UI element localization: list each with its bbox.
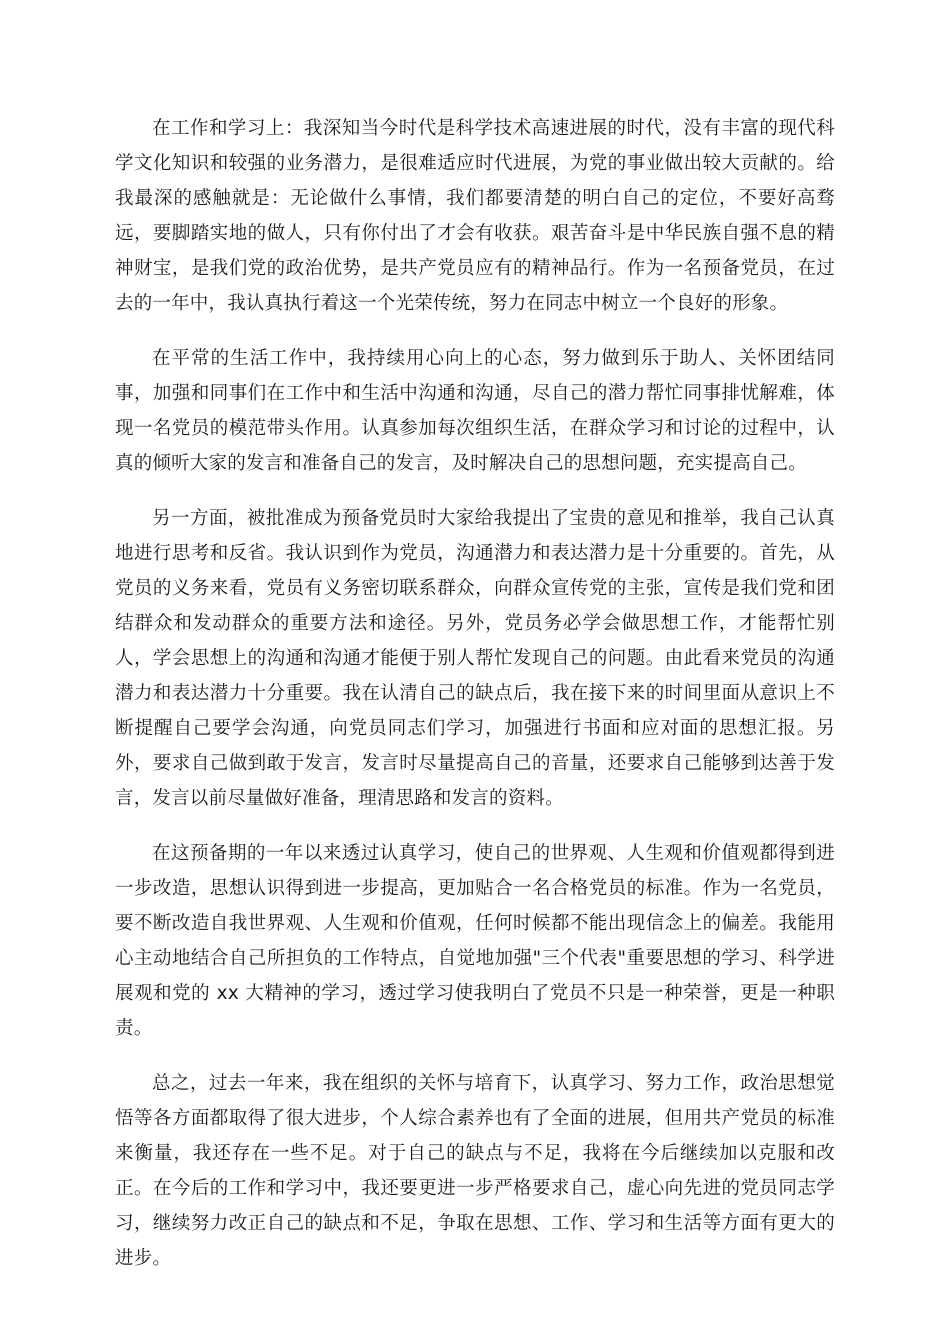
paragraph-conclusion: 总之，过去一年来，我在组织的关怀与培育下，认真学习、努力工作，政治思想觉悟等各方面都取得了很大进步，个人综合素养也有了全面的进展，但用共产党员的标准来衡量，我还存在一些不足。对于自己的缺点与不足，我将在今后继续加以克服和改正。在今后的工作和学习中，我还要更进一步严格要求自己，虚心向先进的党员同志学习，继续努力改正自己的缺点和不足，争取在思想、工作、学习和生活等方面有更大的进步。 xyxy=(115,1073,835,1269)
paragraph-probation-study: 在这预备期的一年以来透过认真学习，使自己的世界观、人生观和价值观都得到进一步改造，思想认识得到进一步提高，更加贴合一名合格党员的标准。作为一名党员，要不断改造自我世界观、人生观和价值观，任何时候都不能出现信念上的偏差。我能用心主动地结合自己所担负的工作特点，自觉地加强"三个代表"重要思想的学习、科学进展观和党的 xx 大精神的学习，透过学习使我明白了党员不只是一种荣誉，更是一种职责。 xyxy=(115,843,835,1039)
paragraph-self-reflection: 另一方面，被批准成为预备党员时大家给我提出了宝贵的意见和推举，我自己认真地进行思考和反省。我认识到作为党员，沟通潜力和表达潜力是十分重要的。首先，从党员的义务来看，党员有义务密切联系群众，向群众宣传党的主张，宣传是我们党和团结群众和发动群众的重要方法和途径。另外，党员务必学会做思想工作，才能帮忙别人，学会思想上的沟通和沟通才能便于别人帮忙发现自己的问题。由此看来党员的沟通潜力和表达潜力十分重要。我在认清自己的缺点后，我在接下来的时间里面从意识上不断提醒自己要学会沟通，向党员同志们学习，加强进行书面和应对面的思想汇报。另外，要求自己做到敢于发言，发言时尽量提高自己的音量，还要求自己能够到达善于发言，发言以前尽量做好准备，理清思路和发言的资料。 xyxy=(115,508,835,809)
paragraph-daily-life: 在平常的生活工作中，我持续用心向上的心态，努力做到乐于助人、关怀团结同事，加强和同事们在工作中和生活中沟通和沟通，尽自己的潜力帮忙同事排忧解难，体现一名党员的模范带头作用。认真参加每次组织生活，在群众学习和讨论的过程中，认真的倾听大家的发言和准备自己的发言，及时解决自己的思想问题，充实提高自己。 xyxy=(115,348,835,474)
document-body xyxy=(115,111,835,1296)
paragraph-work-study: 在工作和学习上：我深知当今时代是科学技术高速进展的时代，没有丰富的现代科学文化知识和较强的业务潜力，是很难适应时代进展，为党的事业做出较大贡献的。给我最深的感触就是：无论做什么事情，我们都要清楚的明白自己的定位，不要好高骛远，要脚踏实地的做人，只有你付出了才会有收获。艰苦奋斗是中华民族自强不息的精神财宝，是我们党的政治优势，是共产党员应有的精神品行。作为一名预备党员，在过去的一年中，我认真执行着这一个光荣传统，努力在同志中树立一个良好的形象。 xyxy=(115,118,835,314)
